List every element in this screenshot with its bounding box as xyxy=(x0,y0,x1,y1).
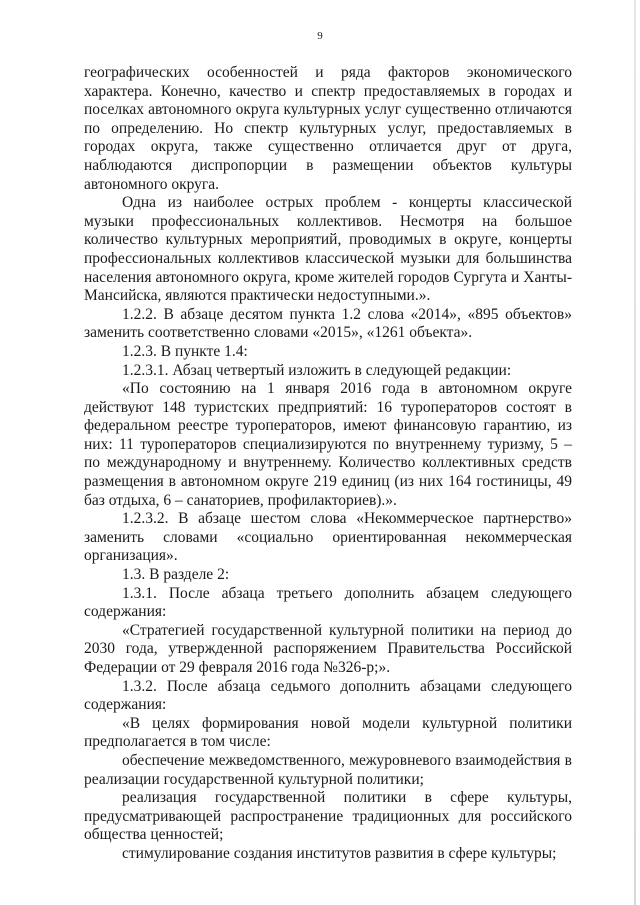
paragraph: Одна из наиболее острых проблем - концерты классической музыки профессиональных коллективов. Несмотря на большое количество культурных мероприятий, проводимых в округе, концерты профессиональных коллективов классической музыки для большинства населения автономного округа, кроме жителей городов Сургута и Ханты-Мансийска, являются практически недоступными.». xyxy=(84,194,572,305)
paragraph: 1.3. В разделе 2: xyxy=(122,566,230,584)
document-body xyxy=(84,64,572,864)
quoted-paragraph: «По состоянию на 1 января 2016 года в автономном округе действуют 148 туристских предприятий: 16 туроператоров состоят в федеральном реестре туроператоров, имеют финансовую гарантию, из них: 11 туроператоров специализируются по внутреннему туризму, 5 – по международному и внутреннему. Количество коллективных средств размещения в автономном округе 219 единиц (из них 164 гостиницы, 49 баз отдыха, 6 – санаториев, профилакториев).». xyxy=(84,380,572,509)
paragraph: 1.2.3.1. Абзац четвертый изложить в следующей редакции: xyxy=(122,361,512,379)
paragraph: географических особенностей и ряда факторов экономического характера. Конечно, качество и спектр предоставляемых в городах и поселках автономного округа культурных услуг существенно отличаются по определению. Но спектр культурных услуг, предоставляемых в городах округа, также существенно отличается друг от друга, наблюдаются диспропорции в размещении объектов культуры автономного округа. xyxy=(84,64,572,193)
paragraph: 1.3.2. После абзаца седьмого дополнить абзацами следующего содержания: xyxy=(84,677,572,714)
paragraph: 1.2.3. В пункте 1.4: xyxy=(122,342,248,360)
paragraph: обеспечение межведомственного, межуровневого взаимодействия в реализации государственной культурной политики; xyxy=(84,751,572,788)
quoted-paragraph: «Стратегией государственной культурной политики на период до 2030 года, утвержденной распоряжением Правительства Российской Федерации от 29 февраля 2016 года №326-р;». xyxy=(84,621,572,676)
paragraph: 1.2.2. В абзаце десятом пункта 1.2 слова «2014», «895 объектов» заменить соответственно словами «2015», «1261 объекта». xyxy=(84,305,572,342)
paragraph: стимулирование создания институтов развития в сфере культуры; xyxy=(122,844,557,862)
paragraph: реализация государственной политики в сфере культуры, предусматривающей распространение традиционных для российского общества ценностей; xyxy=(84,789,572,844)
paragraph: 1.2.3.2. В абзаце шестом слова «Некоммерческое партнерство» заменить словами «социально ориентированная некоммерческая организация». xyxy=(84,510,572,565)
quoted-paragraph: «В целях формирования новой модели культурной политики предполагается в том числе: xyxy=(84,714,572,751)
page-edge xyxy=(634,0,636,905)
page-number: 9 xyxy=(317,30,323,42)
paragraph: 1.3.1. После абзаца третьего дополнить абзацем следующего содержания: xyxy=(84,584,572,621)
